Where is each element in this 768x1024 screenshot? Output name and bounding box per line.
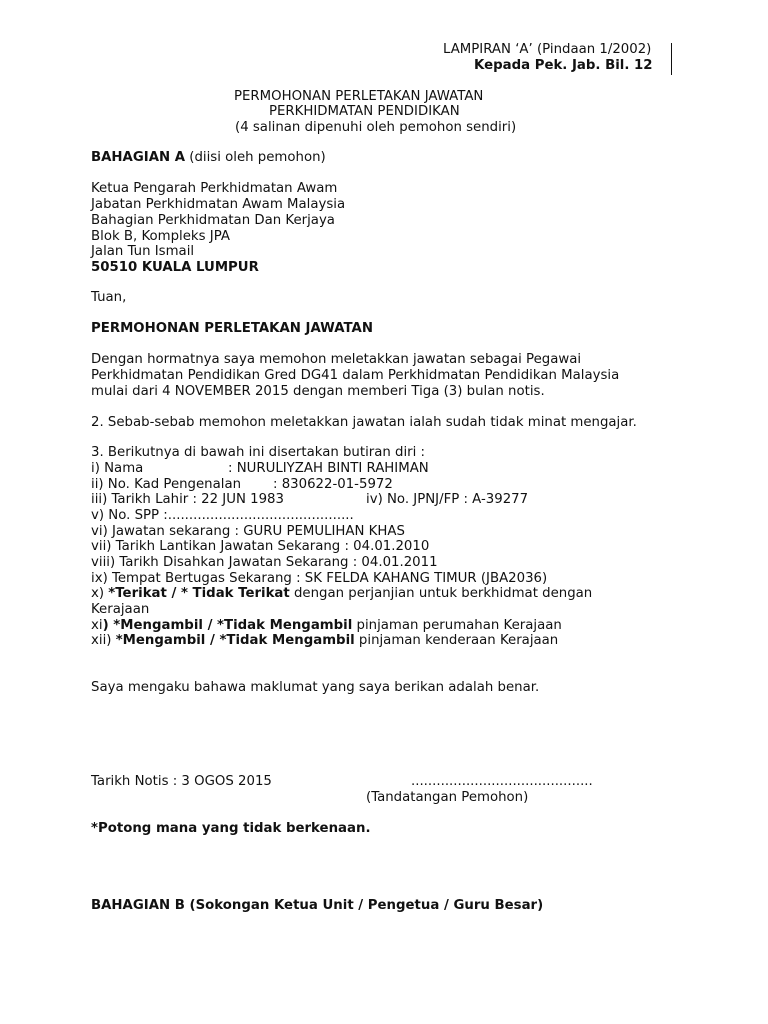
declaration: Saya mengaku bahawa maklumat yang saya berikan adalah benar. xyxy=(91,680,540,695)
item-xi-option: ) *Mengambil / *Tidak Mengambil xyxy=(102,618,353,633)
nama-value: : NURULIYZAH BINTI RAHIMAN xyxy=(228,461,429,476)
jawatan: vi) Jawatan sekarang : GURU PEMULIHAN KHAS xyxy=(91,524,405,539)
item-xii-rest: pinjaman kenderaan Kerajaan xyxy=(354,633,559,648)
tarikh-notis: Tarikh Notis : 3 OGOS 2015 xyxy=(91,774,272,789)
address-line4: Blok B, Kompleks JPA xyxy=(91,229,230,244)
subject: PERMOHONAN PERLETAKAN JAWATAN xyxy=(91,321,373,336)
ic-value: : 830622-01-5972 xyxy=(273,477,393,492)
para1-line1: Dengan hormatnya saya memohon meletakkan jawatan sebagai Pegawai xyxy=(91,352,582,367)
ic-label: ii) No. Kad Pengenalan xyxy=(91,477,242,492)
bahagian-a-heading xyxy=(91,150,326,165)
para3: 3. Berikutnya di bawah ini disertakan butiran diri : xyxy=(91,445,426,460)
address-line3: Bahagian Perkhidmatan Dan Kerjaya xyxy=(91,213,335,228)
header-rule xyxy=(671,43,672,75)
jpnj: iv) No. JPNJ/FP : A-39277 xyxy=(366,492,529,507)
address-line2: Jabatan Perkhidmatan Awam Malaysia xyxy=(91,197,346,212)
title-line1: PERMOHONAN PERLETAKAN JAWATAN xyxy=(234,89,484,104)
dob: iii) Tarikh Lahir : 22 JUN 1983 xyxy=(91,492,284,507)
bahagian-b-heading: BAHAGIAN B (Sokongan Ketua Unit / Pengetua / Guru Besar) xyxy=(91,898,544,913)
disahkan: viii) Tarikh Disahkan Jawatan Sekarang : 04.01.2011 xyxy=(91,555,438,570)
signature-dots: ........................................... xyxy=(411,774,593,789)
title-line2: PERKHIDMATAN PENDIDIKAN xyxy=(269,104,460,119)
tempat: ix) Tempat Bertugas Sekarang : SK FELDA KAHANG TIMUR (JBA2036) xyxy=(91,571,548,586)
bahagian-a-note: (diisi oleh pemohon) xyxy=(185,150,326,165)
address-line6: 50510 KUALA LUMPUR xyxy=(91,260,259,275)
salutation: Tuan, xyxy=(91,290,127,305)
bahagian-a-label: BAHAGIAN A xyxy=(91,150,186,165)
item-xi-prefix: xi xyxy=(91,618,103,633)
spp: v) No. SPP :............................................ xyxy=(91,508,354,523)
lampiran-label: LAMPIRAN ‘A’ (Pindaan 1/2002) xyxy=(443,42,652,57)
nama-label: i) Nama xyxy=(91,461,144,476)
lantikan: vii) Tarikh Lantikan Jawatan Sekarang : 04.01.2010 xyxy=(91,539,430,554)
item-x-prefix: x) xyxy=(91,586,109,601)
para1-line2: Perkhidmatan Pendidikan Gred DG41 dalam Perkhidmatan Pendidikan Malaysia xyxy=(91,368,620,383)
item-xi-rest: pinjaman perumahan Kerajaan xyxy=(352,618,562,633)
signature-label: (Tandatangan Pemohon) xyxy=(366,790,529,805)
item-xi xyxy=(91,618,562,633)
item-x-rest: dengan perjanjian untuk berkhidmat dengan xyxy=(289,586,593,601)
item-x-line2: Kerajaan xyxy=(91,602,150,617)
address-line5: Jalan Tun Ismail xyxy=(91,244,195,259)
kepada-label: Kepada Pek. Jab. Bil. 12 xyxy=(474,58,653,73)
item-xii-option: *Mengambil / *Tidak Mengambil xyxy=(115,633,355,648)
title-line3: (4 salinan dipenuhi oleh pemohon sendiri) xyxy=(235,120,517,135)
item-x xyxy=(91,586,592,601)
item-x-option: *Terikat / * Tidak Terikat xyxy=(108,586,290,601)
para2: 2. Sebab-sebab memohon meletakkan jawatan ialah sudah tidak minat mengajar. xyxy=(91,415,637,430)
para1-line3: mulai dari 4 NOVEMBER 2015 dengan memberi Tiga (3) bulan notis. xyxy=(91,384,545,399)
item-xii-prefix: xii) xyxy=(91,633,116,648)
address-line1: Ketua Pengarah Perkhidmatan Awam xyxy=(91,181,338,196)
footnote: *Potong mana yang tidak berkenaan. xyxy=(91,821,371,836)
item-xii xyxy=(91,633,558,648)
